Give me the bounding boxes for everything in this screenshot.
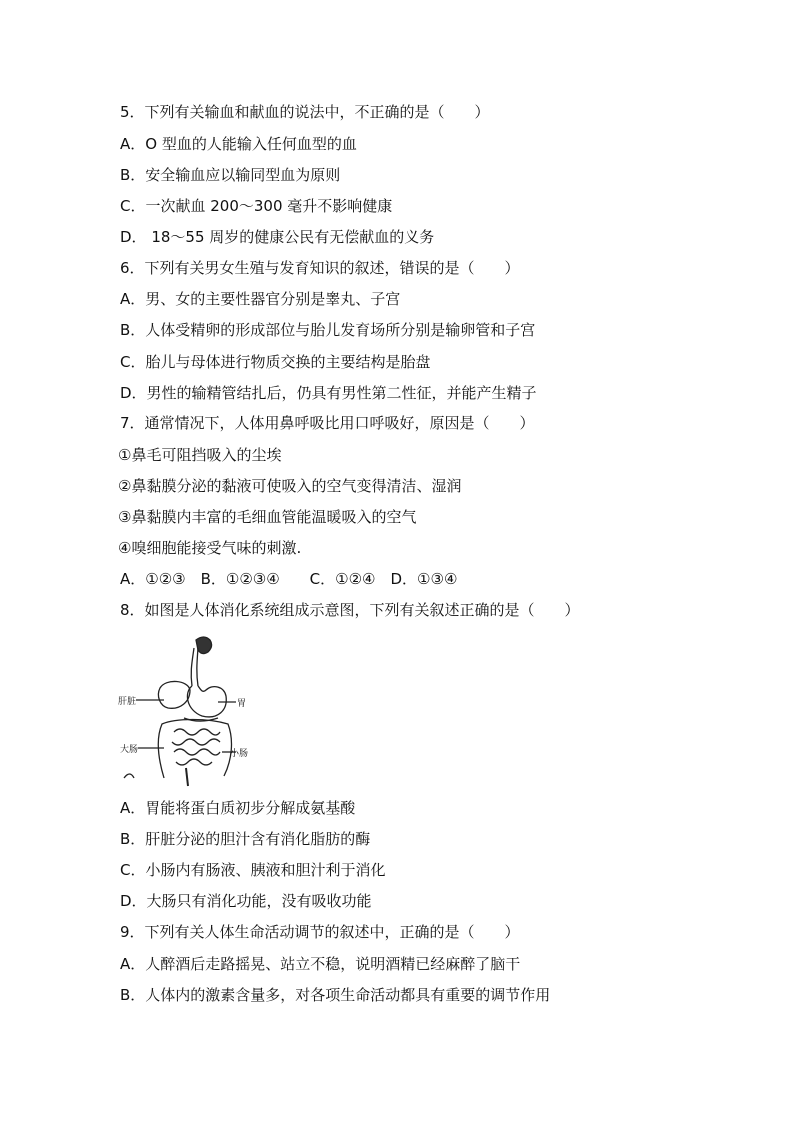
question-5-option-d: D． 18～55 周岁的健康公民有无偿献血的义务 — [120, 228, 435, 246]
question-6-option-a: A．男、女的主要性器官分别是睾丸、子宫 — [120, 290, 401, 308]
label-stomach: 胃 — [237, 699, 247, 709]
question-8-option-b: B．肝脏分泌的胆汁含有消化脂肪的酶 — [120, 830, 371, 848]
question-8-option-c: C．小肠内有肠液、胰液和胆汁利于消化 — [120, 861, 386, 879]
question-6-option-d: D．男性的输精管结扎后，仍具有男性第二性征，并能产生精子 — [120, 384, 537, 402]
question-7-item-2: ②鼻黏膜分泌的黏液可使吸入的空气变得清洁、湿润 — [118, 477, 462, 495]
question-6-option-c: C．胎儿与母体进行物质交换的主要结构是胎盘 — [120, 353, 431, 371]
question-7-options: A．①②③ B．①②③④ C．①②④ D．①③④ — [120, 570, 458, 588]
question-5-option-b: B．安全输血应以输同型血为原则 — [120, 166, 341, 184]
label-liver: 肝脏 — [118, 697, 137, 707]
question-9-option-b: B．人体内的激素含量多，对各项生命活动都具有重要的调节作用 — [120, 986, 551, 1004]
label-large-intestine: 大肠 — [120, 745, 139, 755]
question-5-option-c: C．一次献血 200～300 毫升不影响健康 — [120, 197, 393, 215]
question-9-option-a: A．人醉酒后走路摇晃、站立不稳，说明酒精已经麻醉了脑干 — [120, 955, 521, 973]
label-small-intestine: 小肠 — [230, 749, 249, 759]
question-8-option-a: A．胃能将蛋白质初步分解成氨基酸 — [120, 799, 356, 817]
question-6-stem: 6．下列有关男女生殖与发育知识的叙述，错误的是（ ） — [120, 259, 520, 277]
question-6-option-b: B．人体受精卵的形成部位与胎儿发育场所分别是输卵管和子宫 — [120, 321, 536, 339]
question-7-item-1: ①鼻毛可阻挡吸入的尘埃 — [118, 446, 282, 464]
question-8-stem: 8．如图是人体消化系统组成示意图，下列有关叙述正确的是（ ） — [120, 601, 580, 619]
question-7-item-4: ④嗅细胞能接受气味的刺激. — [118, 539, 302, 557]
question-7-stem: 7．通常情况下，人体用鼻呼吸比用口呼吸好，原因是（ ） — [120, 414, 535, 432]
digestive-system-drawing — [118, 628, 258, 788]
question-5-stem: 5．下列有关输血和献血的说法中，不正确的是（ ） — [120, 103, 490, 121]
question-7-item-3: ③鼻黏膜内丰富的毛细血管能温暖吸入的空气 — [118, 508, 417, 526]
question-9-stem: 9．下列有关人体生命活动调节的叙述中，正确的是（ ） — [120, 923, 520, 941]
question-8-option-d: D．大肠只有消化功能，没有吸收功能 — [120, 892, 372, 910]
digestive-system-figure — [118, 628, 258, 788]
question-5-option-a: A．O 型血的人能输入任何血型的血 — [120, 135, 357, 153]
